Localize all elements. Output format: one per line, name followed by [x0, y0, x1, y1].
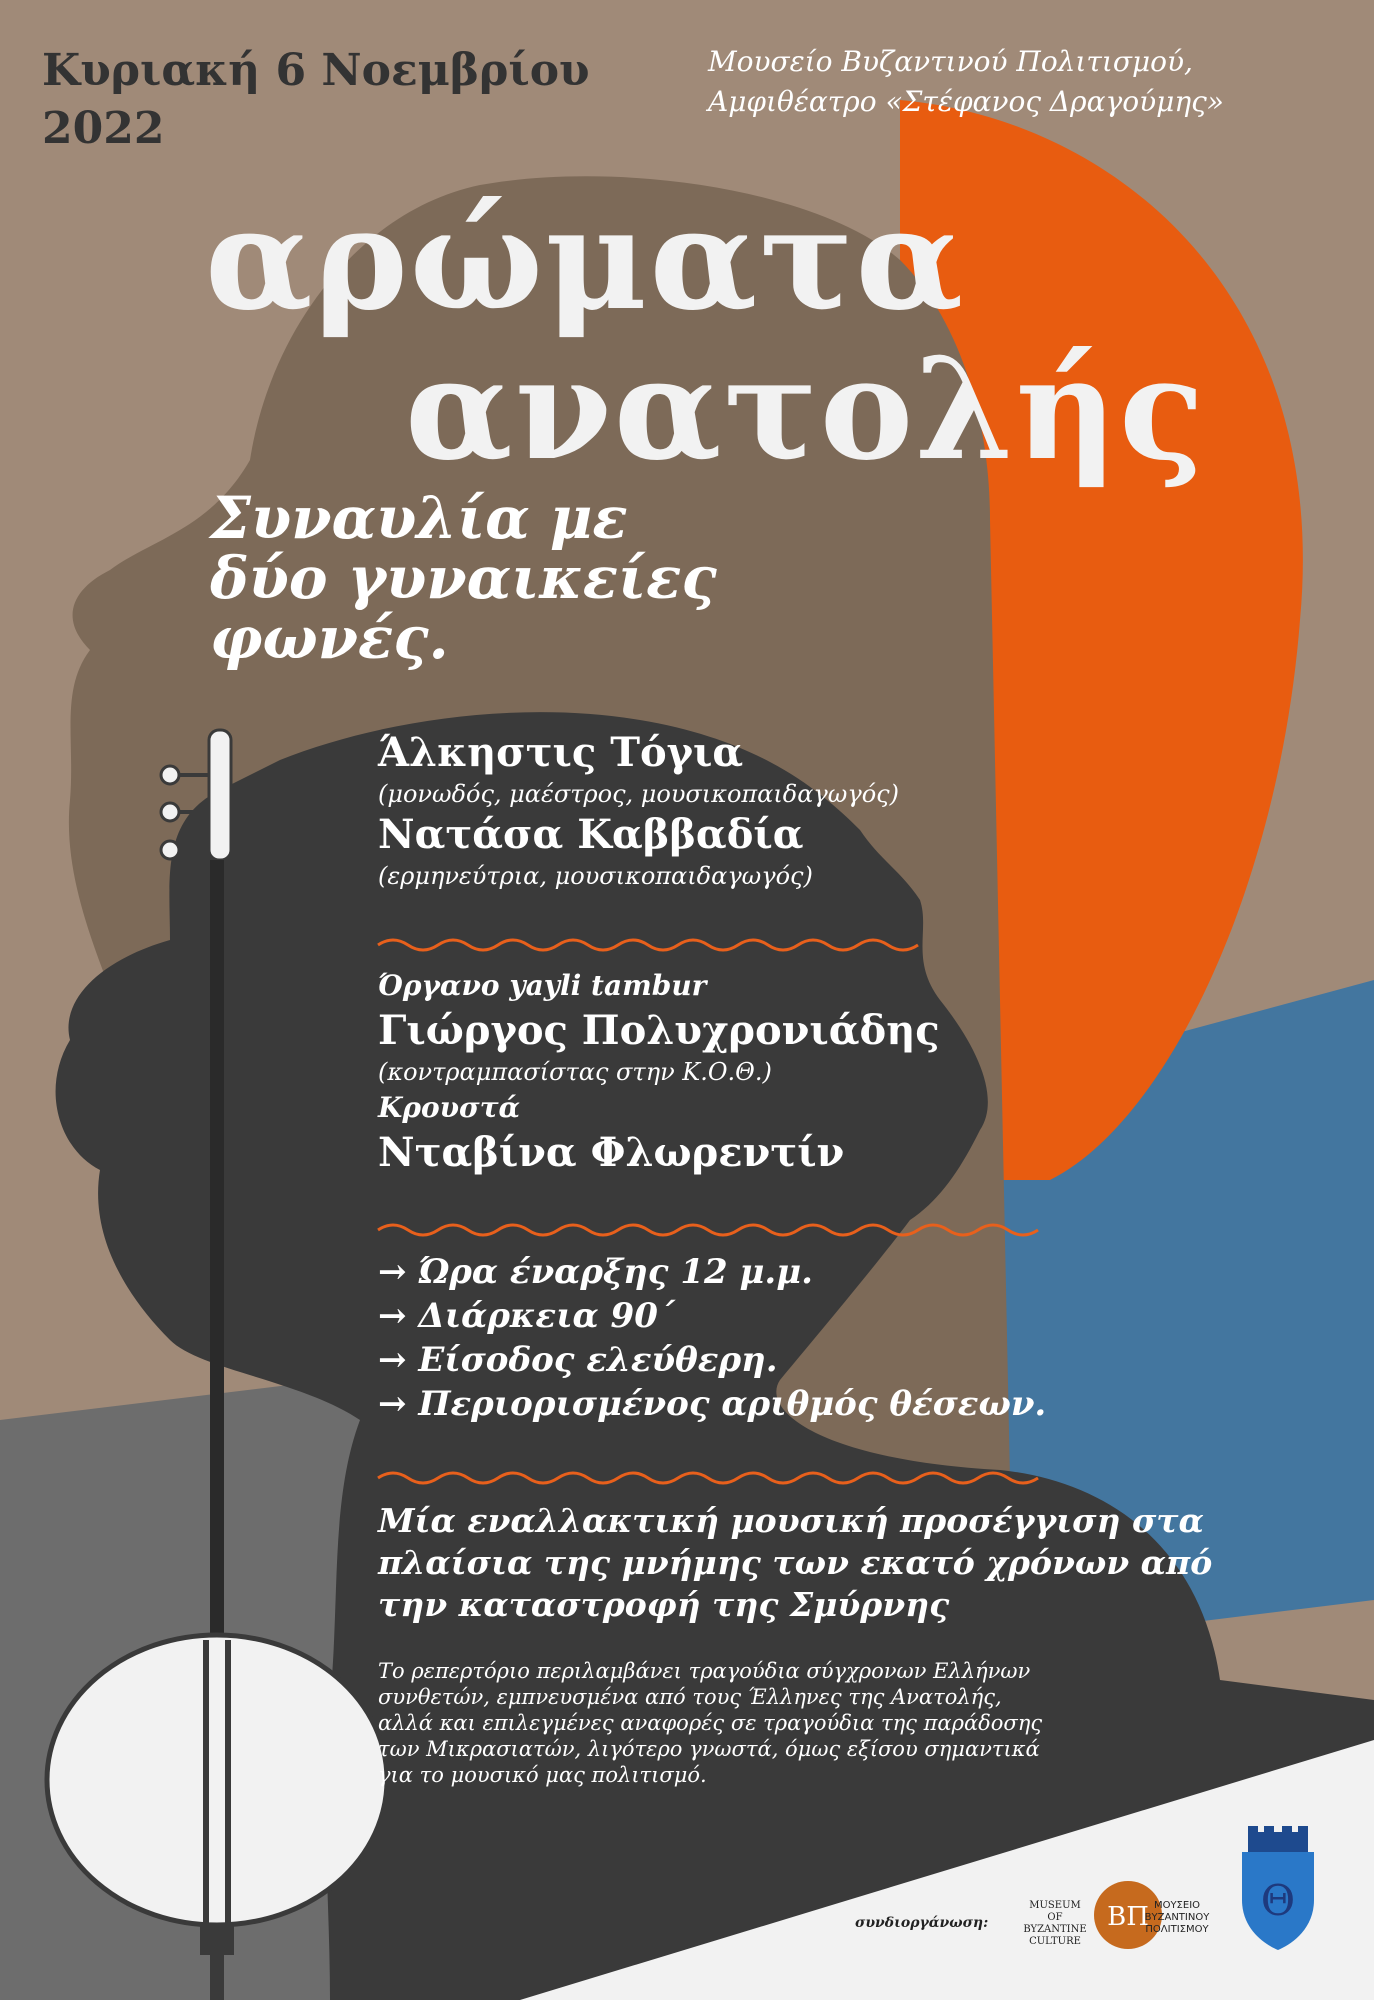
description-headline	[378, 1500, 1212, 1626]
body-line: Το ρεπερτόριο περιλαμβάνει τραγούδια σύγχρονων Ελλήνων	[378, 1659, 1031, 1683]
coorganization-label: συνδιοργάνωση:	[855, 1915, 989, 1931]
detail-item: → Ώρα έναρξης 12 μ.μ.	[378, 1252, 813, 1292]
headline-line: πλαίσια της μνήμης των εκατό χρόνων από	[378, 1543, 1213, 1582]
performer-role: (μονωδός, μαέστρος, μουσικοπαιδαγωγός)	[378, 780, 899, 808]
body-line: για το μουσικό μας πολιτισμό.	[378, 1763, 707, 1787]
body-line: συνθετών, εμπνευσμένα από τους Έλληνες της Ανατολής,	[378, 1685, 1002, 1709]
performer-name: Νατάσα Καββαδία	[378, 811, 804, 858]
poster-title-line1: αρώματα	[205, 178, 966, 342]
instrument-player: Γιώργος Πολυχρονιάδης	[378, 1007, 940, 1054]
museum-name-gr	[1142, 1900, 1212, 1936]
detail-item: → Είσοδος ελεύθερη.	[378, 1340, 778, 1380]
poster-subtitle	[210, 484, 717, 672]
museum-name-gr-line: ΜΟΥΣΕΙΟ	[1153, 1900, 1201, 1911]
tambur-peg	[161, 841, 179, 859]
poster-subtitle-line2: δύο γυναικείες	[210, 544, 717, 612]
tambur-body	[47, 1635, 387, 1925]
event-venue-line2: Αμφιθέατρο «Στέφανος Δραγούμης»	[708, 85, 1224, 118]
instrument-label: Όργανο yayli tambur	[378, 969, 707, 1002]
tambur-peg	[161, 766, 179, 784]
museum-name-gr-line: ΒΥΖΑΝΤΙΝΟΥ	[1144, 1912, 1210, 1923]
museum-name-en	[1020, 1900, 1090, 1948]
event-date	[42, 42, 590, 158]
description-body	[378, 1658, 1042, 1788]
poster-subtitle-line1: Συναυλία με	[210, 484, 628, 552]
body-line: αλλά και επιλεγμένες αναφορές σε τραγούδια της παράδοσης	[378, 1711, 1043, 1735]
performer-role: (ερμηνεύτρια, μουσικοπαιδαγωγός)	[378, 862, 813, 890]
tambur-headstock	[209, 730, 231, 860]
event-details	[378, 1250, 1046, 1426]
event-venue-line1: Μουσείο Βυζαντινού Πολιτισμού,	[708, 45, 1193, 78]
svg-text:Θ: Θ	[1260, 1876, 1296, 1925]
museum-name-en-line: MUSEUM	[1029, 1900, 1081, 1911]
percussion-label: Κρουστά	[378, 1091, 521, 1124]
poster-title-line2: ανατολής	[405, 328, 1207, 492]
event-date-line2: 2022	[42, 103, 165, 154]
performers-list	[378, 728, 899, 892]
headline-line: την καταστροφή της Σμύρνης	[378, 1585, 950, 1624]
instrument-player-role: (κοντραμπασίστας στην Κ.Ο.Θ.)	[378, 1058, 772, 1086]
detail-item: → Διάρκεια 90΄	[378, 1296, 675, 1336]
percussion-player: Νταβίνα Φλωρεντίν	[378, 1129, 845, 1176]
event-venue	[708, 42, 1224, 122]
detail-item: → Περιορισμένος αριθμός θέσεων.	[378, 1384, 1047, 1424]
body-line: των Μικρασιατών, λιγότερο γνωστά, όμως εξίσου σημαντικά	[378, 1737, 1040, 1761]
poster-title	[205, 178, 1207, 492]
event-date-line1: Κυριακή 6 Νοεμβρίου	[42, 45, 590, 96]
performer-name: Άλκηστις Τόγια	[378, 729, 744, 776]
instrumentalists-list	[378, 966, 940, 1178]
poster-subtitle-line3: φωνές.	[210, 604, 449, 672]
headline-line: Μία εναλλακτική μουσική προσέγγιση στα	[378, 1501, 1204, 1540]
svg-text:ΒΠ: ΒΠ	[1107, 1902, 1149, 1932]
museum-name-gr-line: ΠΟΛΙΤΙΣΜΟΥ	[1145, 1924, 1209, 1935]
tambur-neck	[210, 860, 224, 1720]
tambur-peg	[161, 803, 179, 821]
museum-name-en-line: OF BYZANTINE	[1023, 1912, 1087, 1935]
museum-name-en-line: CULTURE	[1029, 1936, 1081, 1947]
